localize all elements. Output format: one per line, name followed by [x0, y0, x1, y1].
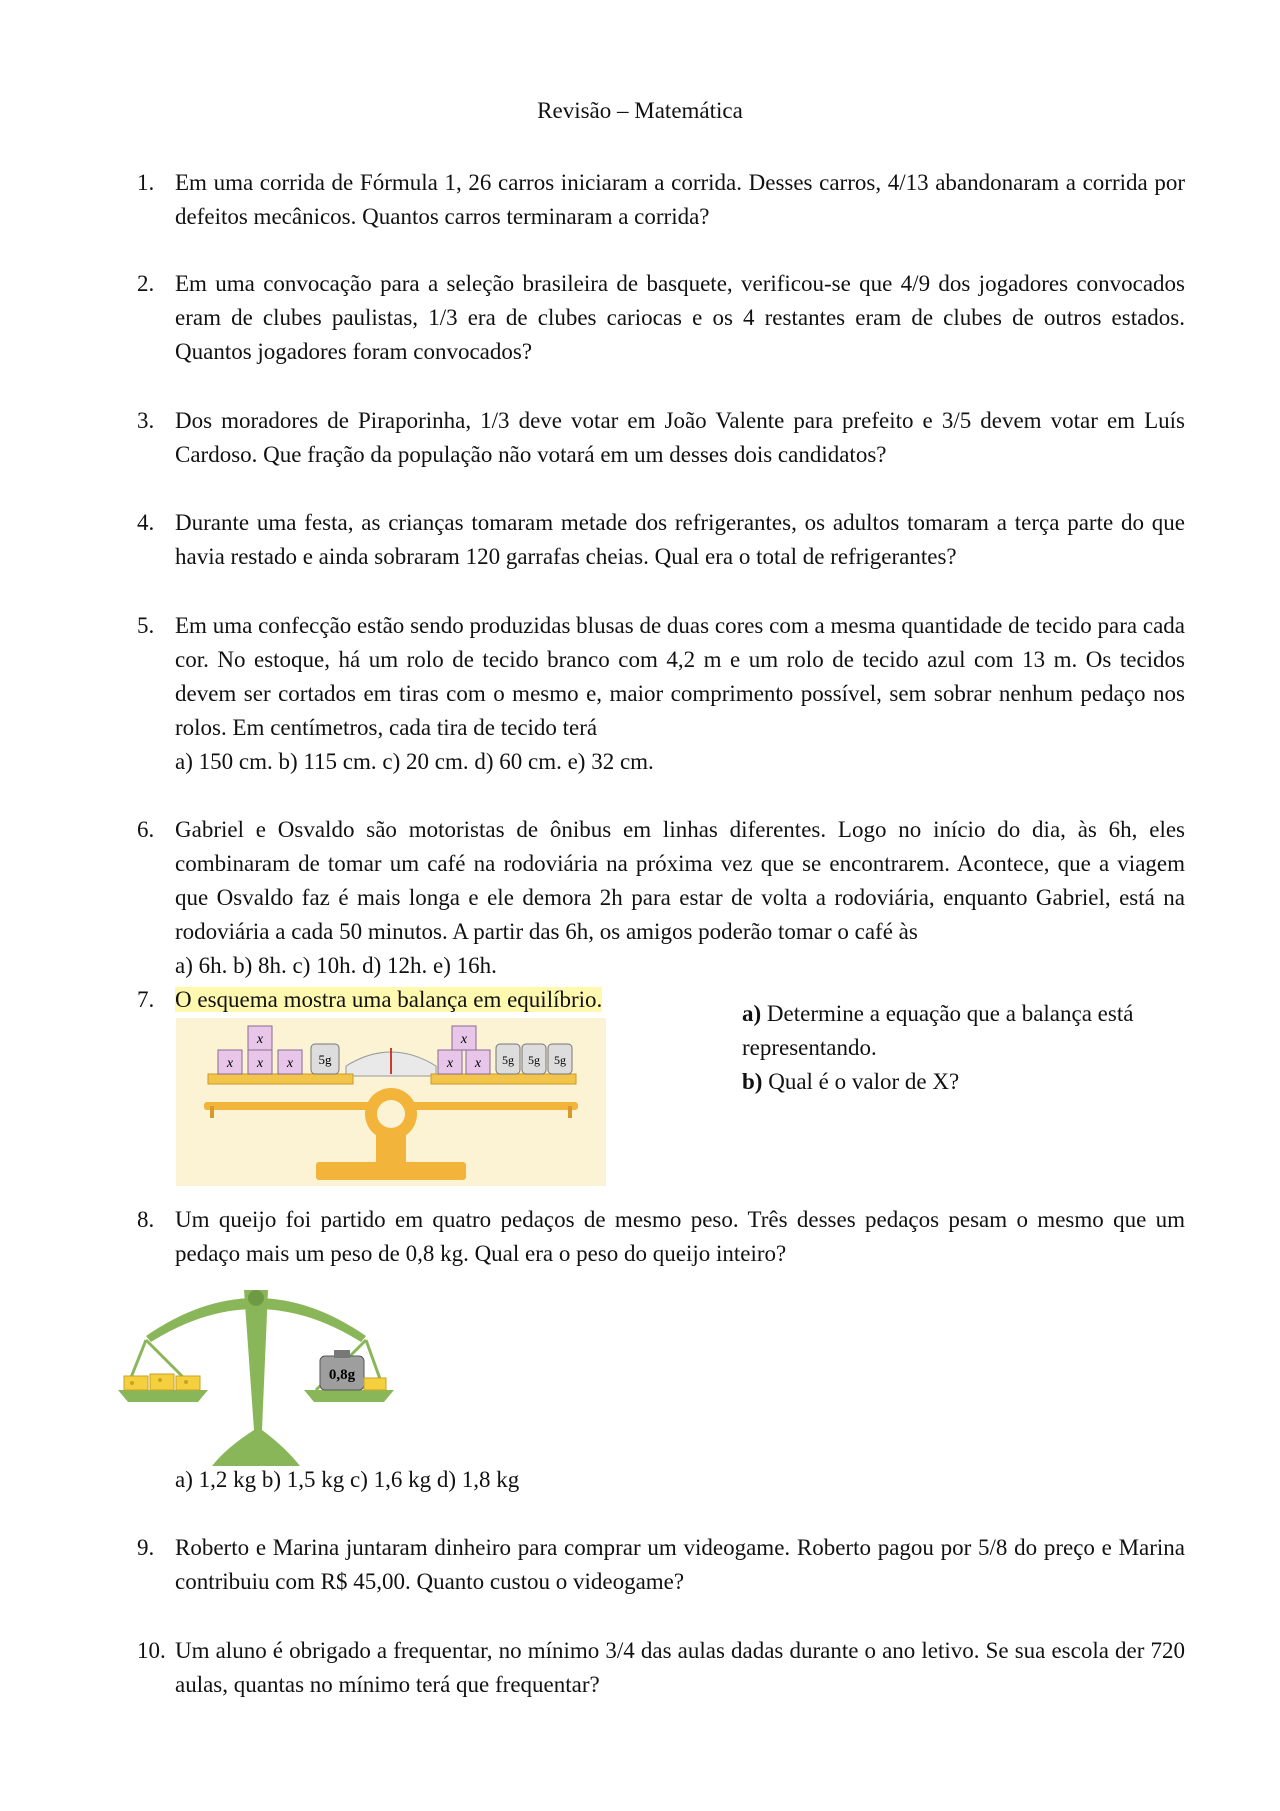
part-b-label: b): [742, 1069, 763, 1094]
cheese-piece: [364, 1378, 386, 1390]
x-label: x: [256, 1032, 264, 1047]
page-title: Revisão – Matemática: [537, 98, 743, 123]
weight-label: 5g: [318, 1052, 332, 1067]
answer-options: a) 150 cm. b) 115 cm. c) 20 cm. d) 60 cm. e) 32 cm.: [175, 749, 654, 774]
part-a-text: Determine a equação que a balança está representando.: [742, 1001, 1134, 1060]
weight-label: 0,8g: [328, 1367, 356, 1383]
question-number: 6.: [137, 817, 155, 842]
question-4: [137, 506, 1185, 574]
question-10: [137, 1634, 1185, 1702]
question-2: [137, 267, 1185, 369]
part-a: [742, 997, 1162, 1065]
question-8-options: [137, 1463, 1185, 1497]
weight-label: 5g: [528, 1053, 540, 1067]
question-number: 5.: [137, 613, 155, 638]
weight-label: 5g: [554, 1053, 566, 1067]
question-number: 3.: [137, 408, 155, 433]
right-pan: [304, 1390, 394, 1402]
question-number: 10.: [137, 1638, 166, 1663]
scale-post: [212, 1290, 300, 1466]
question-number: 7.: [137, 987, 155, 1012]
question-text: Dos moradores de Piraporinha, 1/3 deve votar em João Valente para prefeito e 3/5 devem votar em Luís Cardoso. Que fração da população não votará em um desses dois candidatos?: [175, 408, 1185, 467]
weight-label: 5g: [502, 1053, 514, 1067]
question-number: 4.: [137, 510, 155, 535]
question-text: Em uma convocação para a seleção brasileira de basquete, verificou-se que 4/9 dos jogadores convocados eram de clubes paulistas, 1/3 era de clubes cariocas e os 4 restantes eram de clubes de outros estados. Quantos jogadores foram convocados?: [175, 271, 1185, 364]
cheese-pieces: [124, 1374, 200, 1390]
question-number: 1.: [137, 170, 155, 195]
question-text: Gabriel e Osvaldo são motoristas de ônibus em linhas diferentes. Logo no início do dia, às 6h, eles combinaram de tomar um café na rodoviária na próxima vez que se encontrarem. Acontece, que a viagem que Osvaldo faz é mais longa e ele demora 2h para estar de volta a rodoviária, enquanto Gabriel, está na rodoviária a cada 50 minutos. A partir das 6h, os amigos poderão tomar o café às: [175, 817, 1185, 944]
question-text: Roberto e Marina juntaram dinheiro para comprar um videogame. Roberto pagou por 5/8 do preço e Marina contribuiu com R$ 45,00. Quanto custou o videogame?: [175, 1535, 1185, 1594]
answer-options: a) 1,2 kg b) 1,5 kg c) 1,6 kg d) 1,8 kg: [175, 1467, 520, 1492]
part-b-text: Qual é o valor de X?: [762, 1069, 960, 1094]
left-pan: [118, 1390, 208, 1402]
question-1: [137, 166, 1185, 234]
x-label: x: [256, 1056, 264, 1071]
question-8: [137, 1203, 1185, 1271]
x-label: x: [474, 1056, 482, 1071]
question-6: [137, 813, 1185, 983]
question-3: [137, 404, 1185, 472]
question-text: Um aluno é obrigado a frequentar, no mínimo 3/4 das aulas dadas durante o ano letivo. Se sua escola der 720 aulas, quantas no mínimo terá que frequentar?: [175, 1638, 1185, 1697]
question-text: O esquema mostra uma balança em equilíbrio.: [175, 987, 603, 1012]
question-number: 8.: [137, 1207, 155, 1232]
x-label: x: [226, 1056, 234, 1071]
question-5: [137, 609, 1185, 779]
x-label: x: [460, 1032, 468, 1047]
question-text: Em uma confecção estão sendo produzidas blusas de duas cores com a mesma quantidade de tecido para cada cor. No estoque, há um rolo de tecido branco com 4,2 m e um rolo de tecido azul com 13 m. Os tecidos devem ser cortados em tiras com o mesmo e, maior comprimento possível, sem sobrar nenhum pedaço nos rolos. Em centímetros, cada tira de tecido terá: [175, 613, 1185, 740]
question-number: 9.: [137, 1535, 155, 1560]
left-pan: [208, 1074, 353, 1084]
question-9: [137, 1531, 1185, 1599]
balance-scale-illustration: [176, 1018, 606, 1186]
right-pan: [431, 1074, 576, 1084]
part-a-label: a): [742, 1001, 762, 1026]
question-number: 2.: [137, 271, 155, 296]
answer-options: a) 6h. b) 8h. c) 10h. d) 12h. e) 16h.: [175, 953, 497, 978]
question-text: Um queijo foi partido em quatro pedaços de mesmo peso. Três desses pedaços pesam o mesmo que um pedaço mais um peso de 0,8 kg. Qual era o peso do queijo inteiro?: [175, 1207, 1185, 1266]
question-text: Em uma corrida de Fórmula 1, 26 carros iniciaram a corrida. Desses carros, 4/13 abandonaram a corrida por defeitos mecânicos. Quantos carros terminaram a corrida?: [175, 170, 1185, 229]
x-label: x: [286, 1056, 294, 1071]
x-label: x: [446, 1056, 454, 1071]
question-text: Durante uma festa, as crianças tomaram metade dos refrigerantes, os adultos tomaram a terça parte do que havia restado e ainda sobraram 120 garrafas cheias. Qual era o total de refrigerantes?: [175, 510, 1185, 569]
part-b: [742, 1065, 1162, 1099]
green-scale-illustration: [116, 1270, 396, 1470]
question-7-parts: [742, 997, 1162, 1099]
